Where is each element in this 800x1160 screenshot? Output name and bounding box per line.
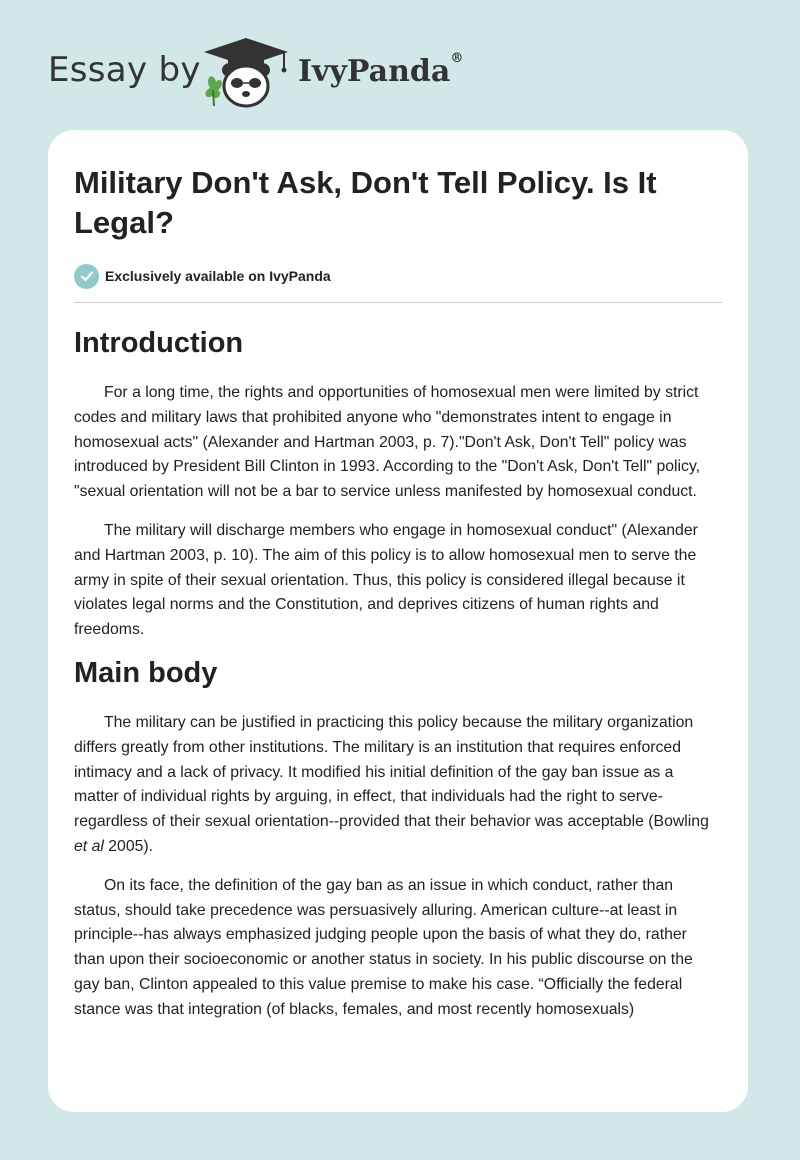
section-heading-introduction: Introduction xyxy=(74,327,244,359)
section-heading-main-body: Main body xyxy=(74,656,218,689)
paragraph xyxy=(74,711,722,860)
paragraph: The military will discharge members who engage in homosexual conduct" (Alexander and Hartman 2003, p. 10). The aim of this policy is to allow homosexual men to serve the army in spite of their sexual orientation. Thus, this policy is considered illegal because it violates legal norms and the Constitution, and deprives citizens of human rights and freedoms. xyxy=(74,521,698,639)
brand-name[interactable] xyxy=(298,51,464,89)
badge-label: Exclusively available on IvyPanda xyxy=(105,268,331,284)
essay-card xyxy=(48,130,748,1112)
brand-label: IvyPanda xyxy=(298,54,451,89)
registered-mark: ® xyxy=(450,51,464,66)
exclusive-badge xyxy=(74,263,722,289)
paragraph-italic: et al xyxy=(74,837,104,855)
divider xyxy=(74,302,722,303)
paragraph: For a long time, the rights and opportunities of homosexual men were limited by strict codes and military laws that prohibited anyone who "demonstrates intent to engage in homosexual acts" (Alexander and Hartman 2003, p. 7)."Don't Ask, Don't Tell" policy was introduced by President Bill Clinton in 1993. According to the "Don't Ask, Don't Tell" policy, "sexual orientation will not be a bar to service unless manifested by homosexual conduct. xyxy=(74,384,701,501)
essay-by-label: Essay by xyxy=(48,50,201,90)
paragraph: On its face, the definition of the gay ban as an issue in which conduct, rather than status, should take precedence was persuasively alluring. American culture--at least in principle--has always emphasized judging people upon the basis of what they do, rather than upon their socioeconomic or another status in society. In his public discourse on the gay ban, Clinton appealed to this value premise to make his case. “Officially the federal stance was that integration (of blacks, females, and most recently homosexuals) xyxy=(74,876,693,1018)
site-header xyxy=(0,0,800,130)
check-icon xyxy=(74,264,99,289)
panda-logo-icon[interactable] xyxy=(200,36,292,110)
page-title: Military Don't Ask, Don't Tell Policy. Is It Legal? xyxy=(74,165,657,240)
paragraph-text-end: 2005). xyxy=(103,837,154,855)
essay-content xyxy=(74,163,722,1023)
paragraph-text: The military can be justified in practicing this policy because the military organization differs greatly from other institutions. The military is an institution that requires enforced intimacy and a lack of privacy. It modified his initial definition of the gay ban issue as a matter of individual rights by arguing, in effect, that individuals had the right to serve-regardless of their sexual orientation--provided that their behavior was acceptable (Bowling xyxy=(74,713,709,831)
